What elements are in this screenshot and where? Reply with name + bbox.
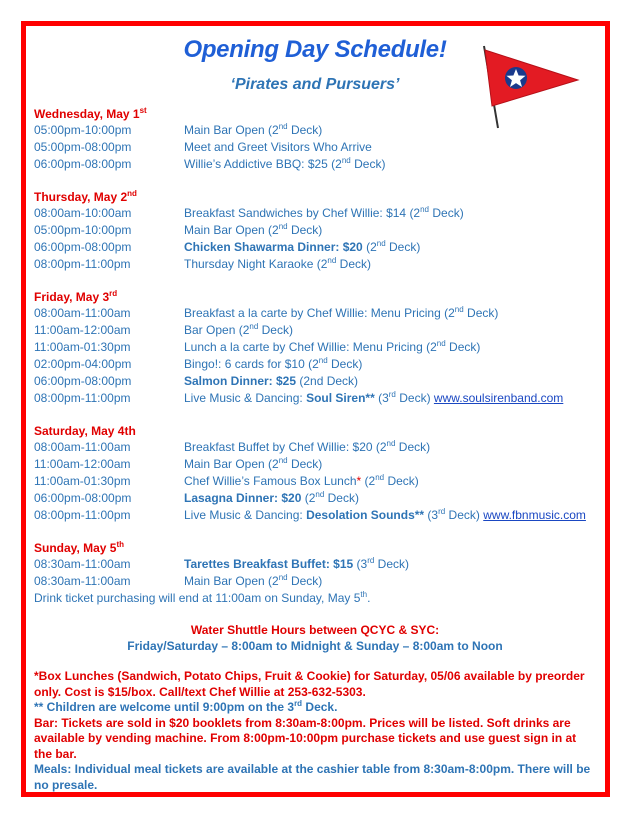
shuttle-heading: Water Shuttle Hours between QCYC & SYC: — [190, 623, 440, 637]
event-description — [184, 373, 358, 390]
event-time: 05:00pm-08:00pm — [34, 140, 132, 154]
event-description — [184, 490, 359, 507]
schedule-row — [34, 456, 594, 473]
event-text: (3 — [353, 557, 368, 571]
event-text: (2 — [361, 474, 376, 488]
spacer — [34, 524, 594, 540]
event-suffix: nd — [327, 256, 337, 265]
event-highlight: Desolation Sounds** — [306, 508, 425, 522]
event-text-end: Deck) — [336, 257, 371, 271]
spacer — [34, 273, 594, 289]
event-description — [184, 573, 322, 590]
event-text-end: Deck) — [324, 491, 359, 505]
bar-note: Bar: Tickets are sold in $20 booklets from 8:30am-8:00pm. Prices will be listed. Soft drinks are available by vending machine. From 8:00pm-10:00pm purchase tickets and use guest sign in at the bar. — [34, 715, 577, 761]
event-time: 11:00am-12:00am — [34, 457, 131, 471]
event-text-end: Deck) — [287, 223, 323, 237]
event-text: (2 — [362, 240, 377, 254]
schedule-row — [34, 339, 594, 356]
event-description — [184, 473, 419, 490]
page-title: Opening Day Schedule! — [183, 36, 447, 63]
event-text-end: Deck) — [395, 440, 431, 454]
event-text-end: Deck) — [258, 323, 293, 337]
schedule-row — [34, 373, 594, 390]
event-time: 11:00am-01:30pm — [34, 474, 131, 488]
event-suffix: nd — [376, 239, 386, 248]
event-text-end: Deck) — [374, 557, 409, 571]
day-heading — [34, 189, 594, 205]
event-text: Main Bar Open (2 — [184, 223, 279, 237]
schedule-row — [34, 222, 594, 239]
day-label: Thursday, May 2 — [34, 190, 128, 204]
event-text-end: Deck) — [350, 157, 386, 171]
schedule-row — [34, 305, 594, 322]
schedule-row — [34, 573, 594, 590]
schedule-row — [34, 556, 594, 573]
event-description — [184, 122, 322, 139]
drink-note-end: . — [367, 591, 371, 605]
schedule-row — [34, 473, 594, 490]
event-text: Breakfast Sandwiches by Chef Willie: $14 (2 — [184, 206, 421, 220]
day-label-suffix: th — [116, 540, 125, 549]
event-text: Meet and Greet Visitors Who Arrive — [184, 140, 372, 154]
event-time: 08:00pm-11:00pm — [34, 391, 131, 405]
schedule-row — [34, 439, 594, 456]
day-label: Sunday, May 5 — [34, 541, 117, 555]
event-suffix: nd — [420, 205, 430, 214]
drink-ticket-note — [34, 590, 594, 607]
event-time: 06:00pm-08:00pm — [34, 491, 132, 505]
event-suffix: nd — [386, 439, 396, 448]
schedule-row — [34, 490, 594, 507]
event-description — [184, 156, 385, 173]
schedule-row — [34, 256, 594, 273]
event-text: Bar Open (2 — [184, 323, 250, 337]
day-label-suffix: nd — [127, 189, 137, 198]
event-suffix: nd — [454, 305, 464, 314]
event-description — [184, 222, 322, 239]
event-description — [184, 339, 480, 356]
event-lead: Live Music & Dancing: — [184, 508, 307, 522]
schedule-row — [34, 139, 594, 156]
event-description — [184, 256, 371, 273]
day-label-suffix: st — [139, 106, 147, 115]
event-time: 08:00pm-11:00pm — [34, 508, 131, 522]
event-suffix: nd — [278, 122, 288, 131]
event-link[interactable]: www.soulsirenband.com — [433, 391, 564, 405]
event-text: (2nd Deck) — [296, 374, 359, 388]
event-description — [184, 139, 372, 156]
event-text-end: Deck) — [287, 574, 323, 588]
event-text: Bingo!: 6 cards for $10 (2 — [184, 357, 319, 371]
event-highlight: Soul Siren** — [306, 391, 375, 405]
event-text-end: Deck) — [385, 240, 421, 254]
event-text: Thursday Night Karaoke (2 — [184, 257, 328, 271]
event-text: (2 — [301, 491, 316, 505]
event-text-end: Deck) — [429, 206, 464, 220]
event-time: 06:00pm-08:00pm — [34, 157, 132, 171]
spacer — [34, 173, 594, 189]
day-label-suffix: rd — [109, 289, 118, 298]
event-suffix: nd — [278, 222, 288, 231]
event-text: Willie’s Addictive BBQ: $25 (2 — [184, 157, 342, 171]
event-description — [184, 556, 409, 573]
page-subtitle: ‘Pirates and Pursuers’ — [230, 76, 400, 93]
day-heading — [34, 106, 594, 122]
event-time: 08:30am-11:00am — [34, 574, 131, 588]
day-label: Saturday, May 4th — [34, 424, 136, 438]
event-time: 06:00pm-08:00pm — [34, 240, 132, 254]
event-text-end: Deck) — [287, 457, 323, 471]
shuttle-detail: Friday/Saturday – 8:00am to Midnight & Sunday – 8:00am to Noon — [127, 639, 503, 653]
schedule-row — [34, 356, 594, 373]
event-description — [184, 205, 464, 222]
event-suffix: nd — [436, 339, 446, 348]
event-text: (3 — [424, 508, 439, 522]
event-text: Lunch a la carte by Chef Willie: Menu Pricing (2 — [184, 340, 437, 354]
event-description — [184, 390, 563, 407]
event-asterisk: * — [356, 474, 362, 488]
schedule-row — [34, 239, 594, 256]
event-time: 08:00am-11:00am — [34, 440, 131, 454]
event-text: Breakfast a la carte by Chef Willie: Menu Pricing (2 — [184, 306, 455, 320]
meals-note: Meals: Individual meal tickets are available at the cashier table from 8:30am-8:00pm. There will be no presale. — [34, 762, 591, 792]
event-text-end: Deck) — [463, 306, 499, 320]
spacer — [34, 407, 594, 423]
event-description — [184, 305, 498, 322]
event-text: Main Bar Open (2 — [184, 574, 279, 588]
schedule-row — [34, 322, 594, 339]
event-time: 08:00pm-11:00pm — [34, 257, 131, 271]
event-lead: Live Music & Dancing: — [184, 391, 307, 405]
event-text: Main Bar Open (2 — [184, 457, 279, 471]
event-text: Main Bar Open (2 — [184, 123, 279, 137]
day-heading — [34, 540, 594, 556]
event-text-end: Deck) — [384, 474, 419, 488]
event-time: 08:00am-10:00am — [34, 206, 132, 220]
event-highlight: Chicken Shawarma Dinner: $20 — [184, 240, 363, 254]
event-text-end: Deck) — [327, 357, 363, 371]
event-suffix: rd — [388, 390, 396, 399]
children-note: ** Children are welcome until 9:00pm on the 3rd Deck. — [34, 699, 338, 714]
day-label: Wednesday, May 1 — [34, 107, 140, 121]
event-suffix: nd — [341, 156, 351, 165]
box-lunch-note: *Box Lunches (Sandwich, Potato Chips, Fruit & Cookie) for Saturday, 05/06 available by preorder only. Cost is $15/box. Call/text Chef Willie at 253-632-5303. — [34, 669, 585, 699]
event-time: 08:00am-11:00am — [34, 306, 131, 320]
event-text-end: Deck) — [395, 391, 434, 405]
event-suffix: rd — [438, 507, 446, 516]
event-suffix: nd — [278, 456, 288, 465]
event-text: (3 — [374, 391, 389, 405]
event-suffix: nd — [249, 322, 259, 331]
event-description — [184, 356, 362, 373]
event-suffix: nd — [315, 490, 325, 499]
schedule-list — [34, 106, 594, 607]
event-highlight: Lasagna Dinner: $20 — [184, 491, 302, 505]
notes-section — [34, 669, 594, 793]
event-description — [184, 439, 430, 456]
event-suffix: rd — [367, 556, 375, 565]
event-text-end: Deck) — [445, 340, 481, 354]
event-suffix: nd — [318, 356, 328, 365]
schedule-row — [34, 390, 594, 407]
day-label: Friday, May 3 — [34, 290, 110, 304]
event-description — [184, 239, 420, 256]
event-time: 11:00am-01:30pm — [34, 340, 131, 354]
event-description — [184, 507, 586, 524]
event-suffix: nd — [375, 473, 385, 482]
event-time: 11:00am-12:00am — [34, 323, 131, 337]
day-heading — [34, 423, 594, 439]
event-lead: Chef Willie’s Famous Box Lunch — [184, 474, 357, 488]
schedule-row — [34, 205, 594, 222]
event-time: 06:00pm-08:00pm — [34, 374, 132, 388]
event-text-end: Deck) — [445, 508, 484, 522]
event-description — [184, 322, 293, 339]
event-highlight: Salmon Dinner: $25 — [184, 374, 297, 388]
schedule-row — [34, 122, 594, 139]
event-highlight: Tarettes Breakfast Buffet: $15 — [184, 557, 354, 571]
event-text: Breakfast Buffet by Chef Willie: $20 (2 — [184, 440, 387, 454]
event-time: 05:00pm-10:00pm — [34, 123, 132, 137]
day-heading — [34, 289, 594, 305]
drink-note-text: Drink ticket purchasing will end at 11:00am on Sunday, May 5 — [34, 591, 361, 605]
schedule-row — [34, 156, 594, 173]
event-time: 02:00pm-04:00pm — [34, 357, 132, 371]
event-time: 08:30am-11:00am — [34, 557, 131, 571]
event-description — [184, 456, 322, 473]
event-time: 05:00pm-10:00pm — [34, 223, 132, 237]
drink-note-suffix: th — [360, 590, 368, 599]
event-text-end: Deck) — [287, 123, 323, 137]
schedule-row — [34, 507, 594, 524]
event-link[interactable]: www.fbnmusic.com — [483, 508, 586, 522]
event-suffix: nd — [278, 573, 288, 582]
